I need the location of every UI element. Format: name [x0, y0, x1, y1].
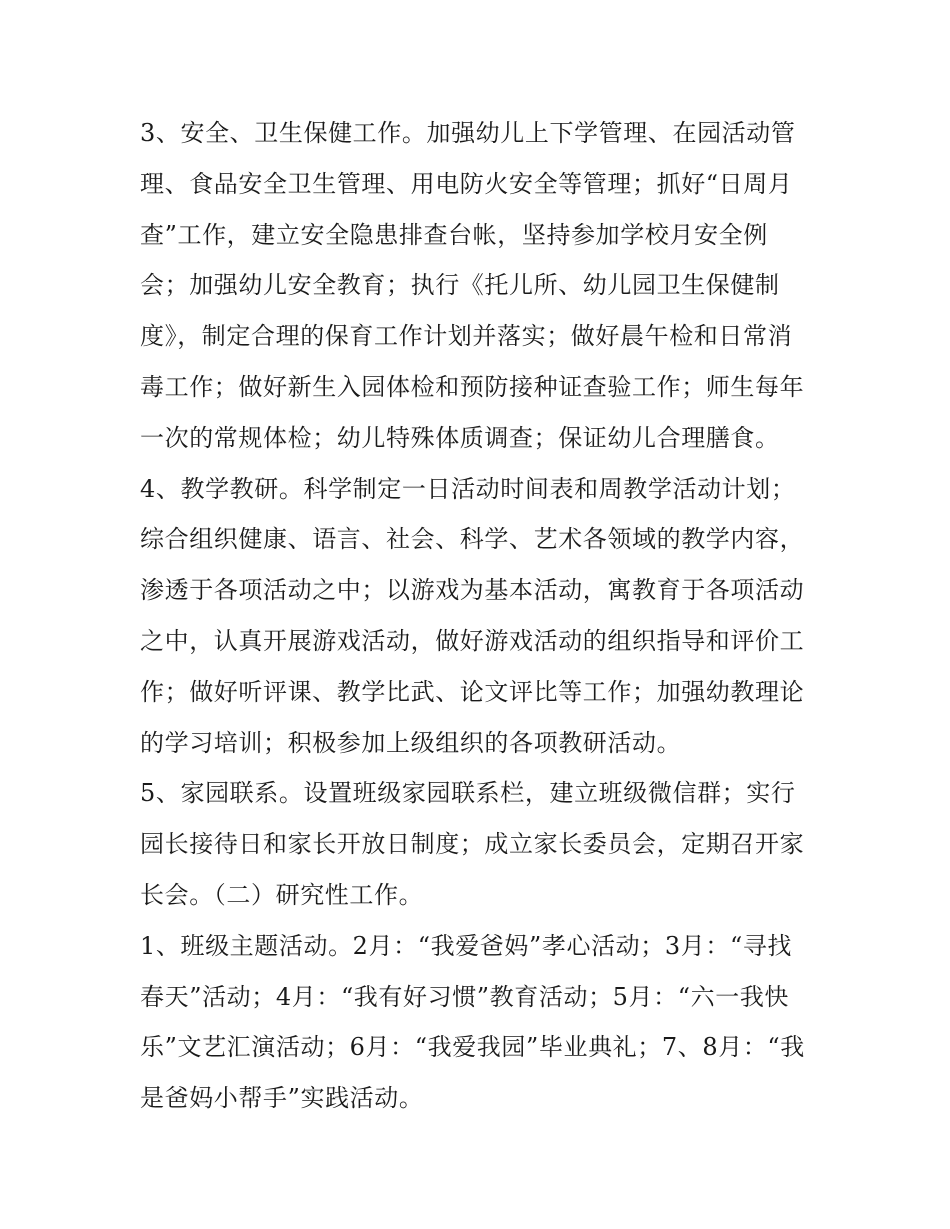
text-line: 园长接待日和家长开放日制度；成立家长委员会，定期召开家 — [140, 830, 805, 859]
text-line: 作；做好听评课、教学比武、论文评比等工作；加强幼教理论 — [140, 677, 805, 706]
text-line: 的学习培训；积极参加上级组织的各项教研活动。 — [140, 728, 682, 757]
text-line: 查”工作，建立安全隐患排查台帐，坚持参加学校月安全例 — [140, 220, 768, 249]
text-line: 度》，制定合理的保育工作计划并落实；做好晨午检和日常消 — [140, 322, 793, 351]
text-line: 毒工作；做好新生入园体检和预防接种证查验工作；师生每年 — [140, 372, 805, 401]
text-line: 乐”文艺汇演活动；6月：“我爱我园”毕业典礼；7、8月：“我 — [140, 1033, 805, 1062]
text-line: 一次的常规体检；幼儿特殊体质调查；保证幼儿合理膳食。 — [140, 423, 780, 452]
text-line: 之中，认真开展游戏活动，做好游戏活动的组织指导和评价工 — [140, 626, 805, 655]
text-line: 理、食品安全卫生管理、用电防火安全等管理；抓好“日周月 — [140, 169, 793, 198]
text-line: 春天”活动；4月：“我有好习惯”教育活动；5月：“六一我快 — [140, 982, 790, 1011]
text-line: 长会。（二）研究性工作。 — [140, 880, 424, 909]
text-line: 综合组织健康、语言、社会、科学、艺术各领域的教学内容， — [140, 525, 805, 554]
text-line: 是爸妈小帮手”实践活动。 — [140, 1084, 424, 1113]
text-line: 4、教学教研。科学制定一日活动时间表和周教学活动计划； — [140, 474, 796, 503]
text-line: 5、家园联系。设置班级家园联系栏，建立班级微信群；实行 — [140, 779, 796, 808]
text-line: 3、安全、卫生保健工作。加强幼儿上下学管理、在园活动管 — [140, 119, 796, 147]
text-line: 1、班级主题活动。2月：“我爱爸妈”孝心活动；3月：“寻找 — [140, 931, 793, 960]
document-body — [140, 108, 820, 1124]
text-line: 会；加强幼儿安全教育；执行《托儿所、幼儿园卫生保健制 — [140, 271, 780, 300]
text-line: 渗透于各项活动之中；以游戏为基本活动，寓教育于各项活动 — [140, 576, 805, 605]
